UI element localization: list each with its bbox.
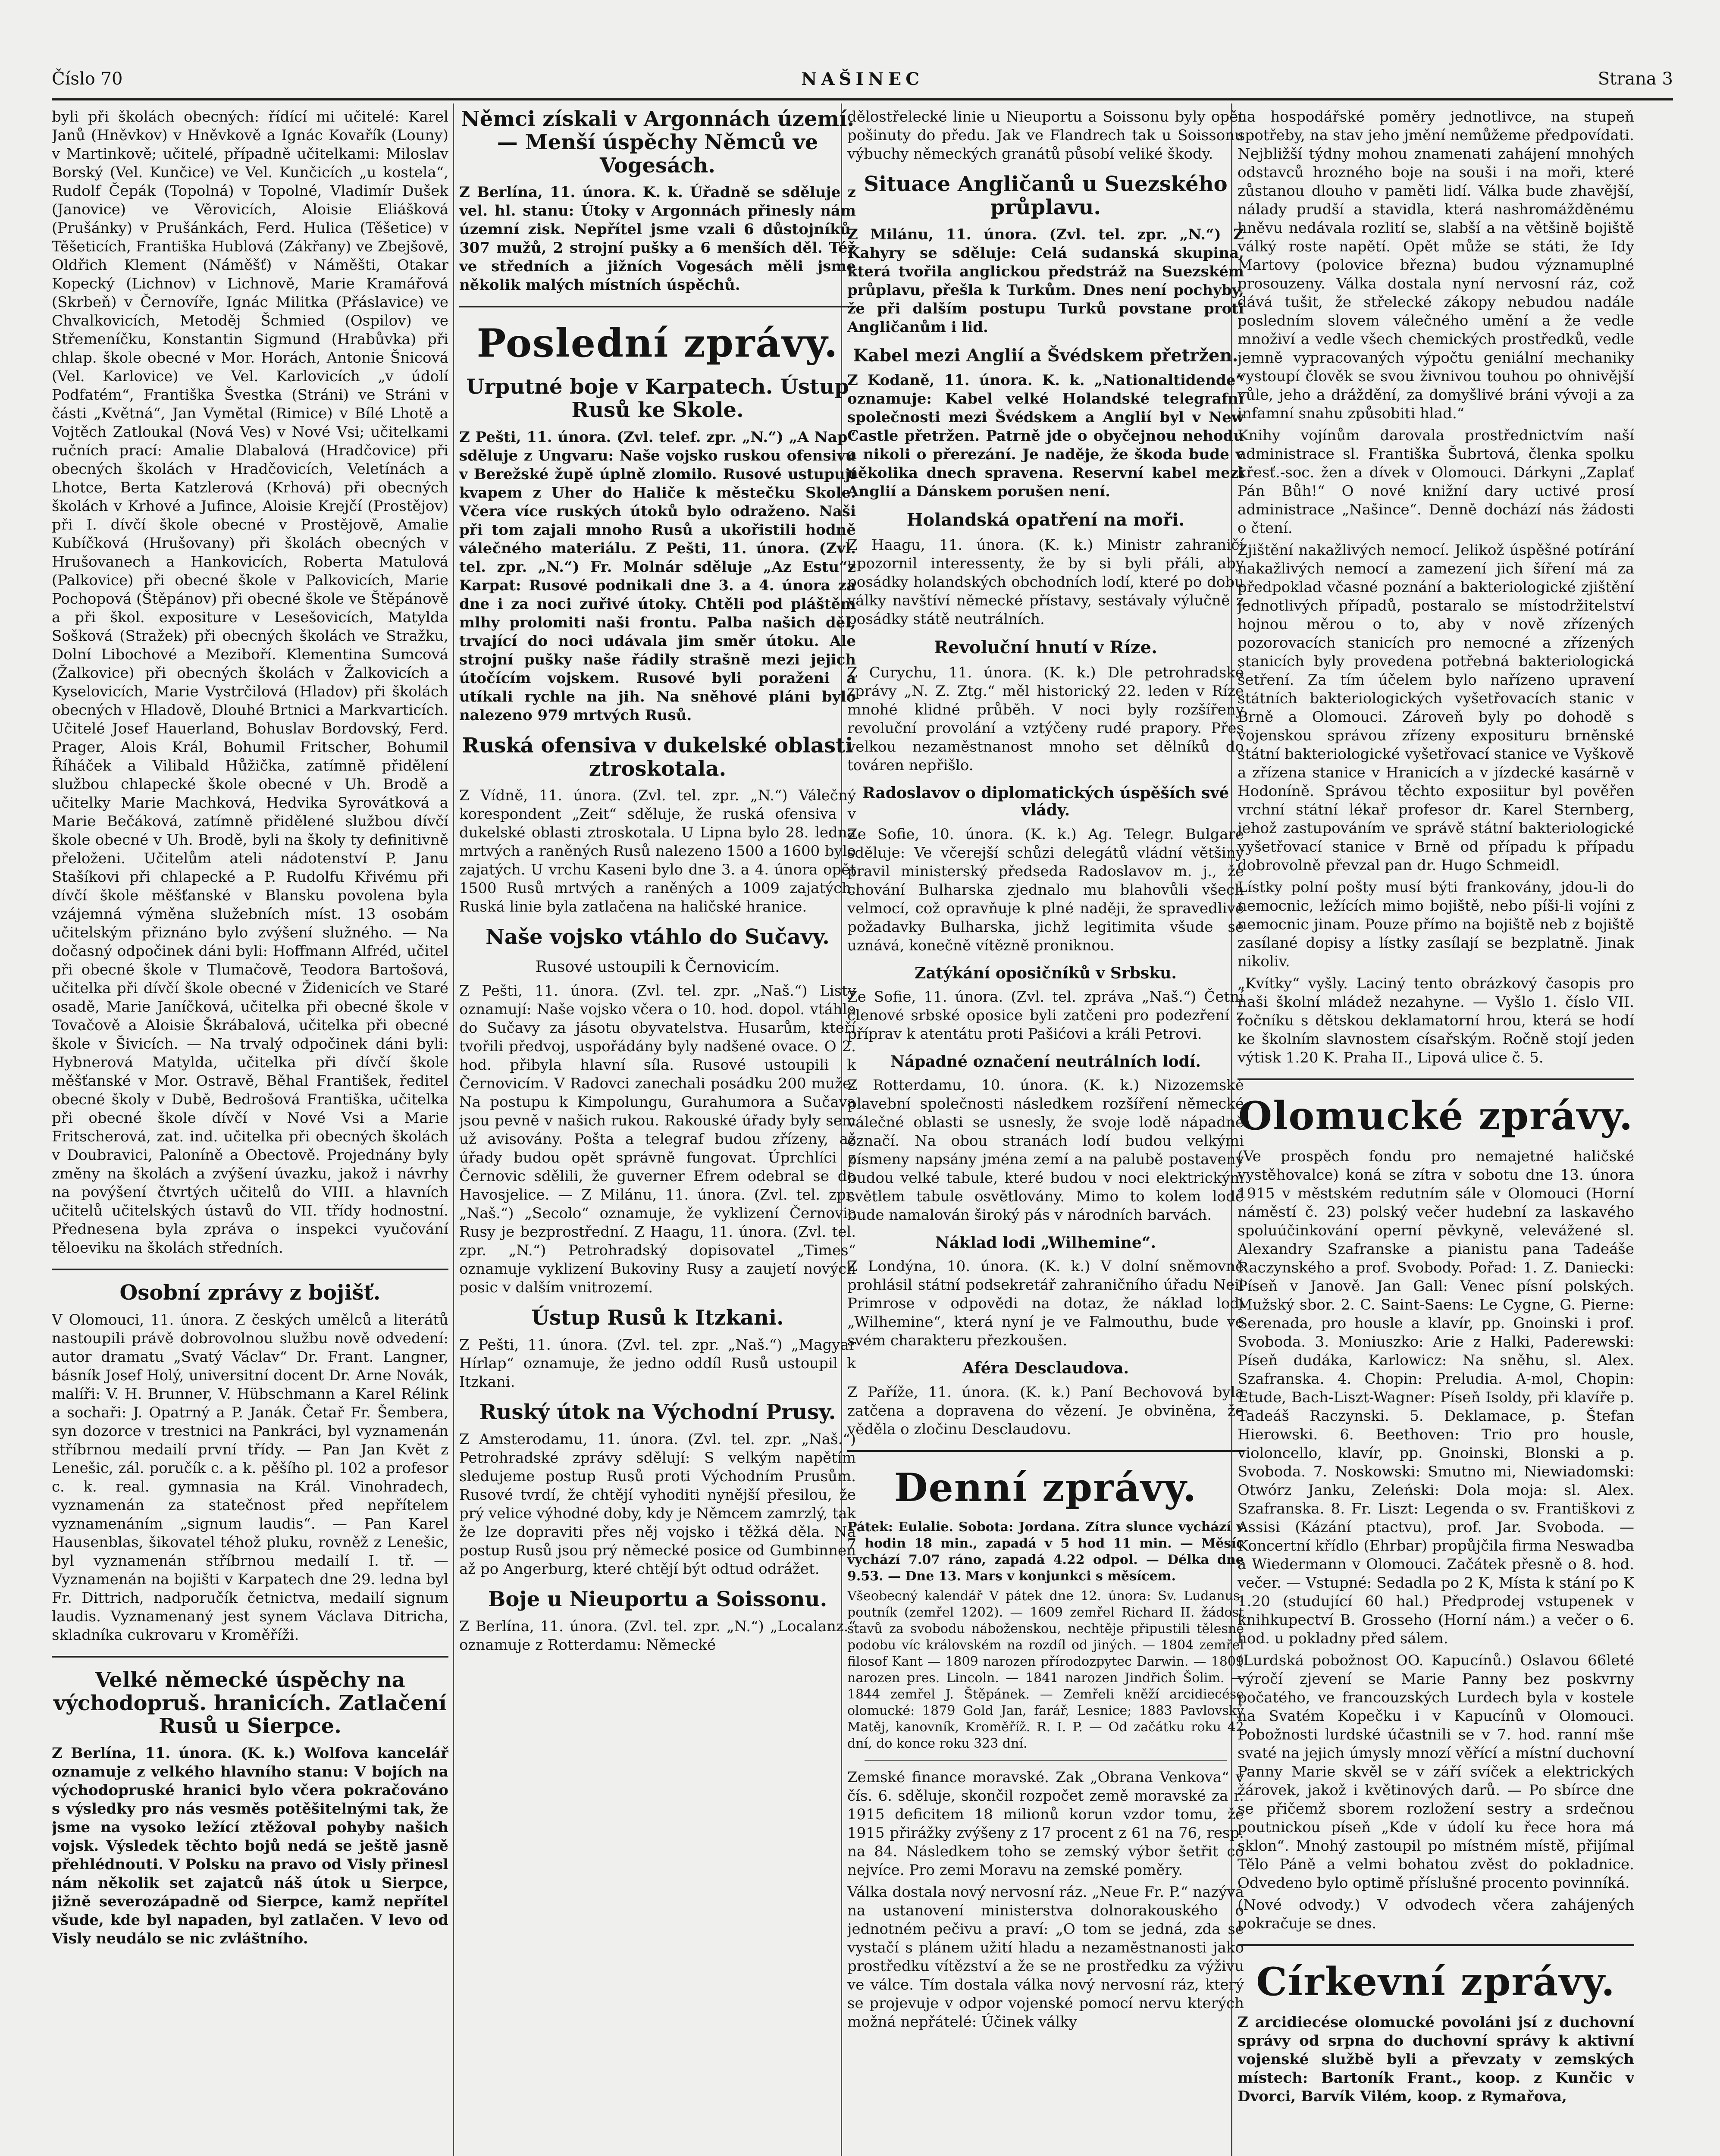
- calendar-text: Pátek: Eulalie. Sobota: Jordana. Zítra slunce vychází v 7 hodin 18 min., zapadá v 5 hod 11 min. — Měsíc vychází 7.07 ráno, zapadá 4.22 odpol. — Délka dne 9.53. — Dne 13. Mars v konjunkci s měsícem.: [847, 1519, 1244, 1584]
- article-text: V Olomouci, 11. února. Z českých umělců a literátů nastoupili právě dobrovolnou službu nově odvedení: autor dramatu „Svatý Václav“ Dr. Frant. Langner, básník Josef Holý, universitní docent Dr. Arne Novák, malíři: V. H. Brunner, V. Hübschmann a Karel Rélink a sochaři: J. Opatrný a P. Janák. Četař Fr. Šembera, syn dozorce v trestnici na Pankráci, byl vyznamenán stříbrnou medailí první třídy. — Pan Jan Květ z Lenešic, zál. poručík c. a k. pěšího pl. 102 a profesor c. k. real. gymnasia na Král. Vinohradech, vyznamenán za statečnost před nepřítelem vyznamenáním „signum laudis“. — Pan Karel Hausenblas, šikovatel téhož pluku, rovněž z Lenešic, byl vyznamenán stříbrnou medailí I. tř. — Vyznamenán na bojišti v Karpatech dne 29. ledna byl Fr. Dittrich, nadporučík četnictva, medailí signum laudis. Vyznamenaný jest synem Václava Ditricha, skladníka cukrovaru v Kroměříži.: [52, 1311, 448, 1644]
- article-headline: Nápadné označení neutrálních lodí.: [890, 1052, 1201, 1071]
- article-text: Ze Sofie, 10. února. (K. k.) Ag. Telegr. Bulgare sděluje: Ve včerejší schůzi delegátů vládní většiny pravil ministerský předseda Radoslavov m. j., že chování Bulharska zjednalo mu blahovůli všech velmocí, což opravňuje k plné naději, že spravedlivé požadavky Bulharska, jichž legitimita všude se uznává, konečně vítězně proniknou.: [847, 825, 1244, 954]
- article-headline: Boje u Nieuportu a Soissonu.: [488, 1587, 827, 1611]
- section-title: Denní zprávy.: [894, 1464, 1197, 1510]
- article-headline: Ruská ofensiva v dukelské oblasti ztroskotala.: [462, 733, 853, 781]
- article-headline: Náklad lodi „Wilhemine“.: [935, 1234, 1156, 1252]
- article-text: Z Berlína, 11. února. (K. k.) Wolfova kancelář oznamuje z velkého hlavního stanu: V bojích na východopruské hranici bylo včera pokračováno s výsledky pro nás vesměs potěšitelnými tak, že jsme na vysoko ležící ztěžoval pohyby našich vojsk. Výsledek těchto bojů nedá se ještě jasně přehlédnouti. V Polsku na pravo od Visly přinesl nám několik set zajatců náš útok u Sierpce, jižně severozápadně od Sierpce, kamž nepřítel všude, kde byl napaden, byl zatlačen. V levo od Visly neudálo se nic zvláštního.: [52, 1745, 448, 1947]
- article-text: Lístky polní pošty musí býti frankovány, jdou-li do nemocnic, ležících mimo bojiště, nebo píši-li vojíni z nemocnic jinam. Pouze přímo na bojiště neb z bojiště zasílané dopisy a lístky zasílají se bezplatně. Jinak nikoliv.: [1238, 879, 1634, 970]
- page-label: Strana 3: [1598, 69, 1673, 89]
- article-text: Zjištění nakažlivých nemocí. Jelikož úspěšné potírání nakažlivých nemocí a zamezení jich šíření má za předpoklad včasné poznání a bakteriologické zjištění jednotlivých případů, postaralo se místodržitelství hojnou měrou o to, aby v nově zřízených pozorovacích stanicích pro nemocné a zřízených stanicích byly provedena potřebná bakteriologická šetření. Za tím účelem bylo nařízeno upravení státních bakteriologických vyšetřovacích stanic v Brně a Olomouci. Zároveň byly po dohodě s vojenskou správou zřízeny exposituru brněnské státní bakteriologické vyšetřovací stanice ve Vyškově a zřízena stanice v Hranicích a v jízdecké kasárně v Hodoníně. Správou těchto exposiitur byl pověřen vrchní státní lékař profesor dr. Karel Sternberg, jehož zastupováním ve správě státní bakteriologické vyšetřovací stanice v Brně od případu k případu dobrovolně převzal pan dr. Hugo Schmeidl.: [1238, 542, 1634, 874]
- article-headline: Situace Angličanů u Suezského průplavu.: [864, 172, 1228, 219]
- header-rule: [52, 98, 1673, 100]
- section-title: Církevní zprávy.: [1256, 1959, 1616, 2005]
- article-headline: Ústup Rusů k Itzkani.: [531, 1306, 784, 1330]
- article-text: Z Londýna, 10. února. (K. k.) V dolní sněmovně prohlásil státní podsekretář zahraničního úřadu Neil Primrose v odpovědi na dotaz, že náklad lodi „Wilhemine“, která nyní je ve Falmouthu, bude ve svém charakteru přezkoušen.: [847, 1258, 1244, 1350]
- article-text: Z Berlína, 11. února. K. k. Úřadně se sděluje z vel. hl. stanu: Útoky v Argonnách přinesly nám územní zisk. Nepřítel jsme vzali 6 důstojníků, 307 mužů, 2 strojní pušky a 6 menších děl. Též ve středních a jižních Vogesách měli jsme několik malých místních úspěchů.: [459, 184, 856, 294]
- article-text: Z Rotterdamu, 10. února. (K. k.) Nizozemské plavební společnosti následkem rozšíření německé válečné oblasti se usnesly, že svoje lodě nápadně označí. Na obou stranách lodí budou velkými písmeny napsány jména zemí a na palubě postaveny budou velké tabule, které budou v noci elektrickým světlem tabule osvětlovány. Mimo to kolem lodě bude namalován široký pás v národních barvách.: [847, 1077, 1244, 1224]
- article-text: Zemské finance moravské. Zak „Obrana Venkova“ v čís. 6. sděluje, skončil rozpočet země moravské za r. 1915 deficitem 18 milionů korun vzdor tomu, že 1915 přirážky zvýšeny z 17 procent z 61 na 76, resp. na 84. Následkem toho se zemský výbor šetřit co nejvíce. Pro zemi Moravu na zemské poměry.: [847, 1768, 1244, 1879]
- article-text: Ze Sofie, 11. února. (Zvl. tel. zpráva „Naš.“) Četní členové srbské oposice byli zatčeni pro podezření z příprav k atentátu proti Pašićovi a králi Petrovi.: [847, 988, 1244, 1043]
- article-headline: Němci získali v Argonnách území. — Menší úspěchy Němců ve Vogesách.: [461, 108, 855, 178]
- article-text: Válka dostala nový nervosní ráz. „Neue Fr. P.“ nazývá na ustanovení ministerstva dolnorakouského o jednotném pečivu a praví: „O tom se jedná, zda se vystačí s plánem užití hladu a nezaměstnanosti jako prostředku vítězství a že se ne prostředku za výživu ve válce. Tím dostala válka nový nervosní ráz, který se projevuje v odpor vojenské pomocí nervu kterých možná nepřátelé: Účinek války: [847, 1883, 1244, 2031]
- calendar-text: Všeobecný kalendář V pátek dne 12. února: Sv. Ludanus, poutník (zemřel 1202). — 1609 zemřel Richard II. žádost stavů za svobodu náboženskou, nechtěje připustili tělesné podobu víc královském na rozdíl od jiných. — 1804 zemřel filosof Kant — 1809 narozen přírodozpytec Darwin. — 1809 narozen pres. Lincoln. — 1841 narozen Jindřich Šolim. — 1844 zemřel J. Štěpánek. — Zemřeli kněží arcidiecése olomucké: 1879 Gold Jan, farář, Lesnice; 1883 Pavlovský Matěj, kanovník, Kroměříž. R. I. P. — Od začátku roku 42 dní, do konce roku 323 dní.: [847, 1588, 1244, 1751]
- page-number: Číslo 70: [52, 69, 123, 89]
- column-2: [459, 108, 856, 2156]
- section-title: Olomucké zprávy.: [1238, 1093, 1634, 1139]
- article-headline: Naše vojsko vtáhlo do Sučavy.: [486, 925, 830, 950]
- article-text: Z Berlína, 11. února. (Zvl. tel. zpr. „N.“) „Localanz.“ oznamuje z Rotterdamu: Německé: [459, 1617, 856, 1654]
- article-text: Z Pešti, 11. února. (Zvl. tel. zpr. „Naš.“) „Magyar Hírlap“ oznamuje, že jedno oddíl Rusů ustoupil k Itzkani.: [459, 1336, 856, 1391]
- section-title: Poslední zprávy.: [476, 320, 839, 367]
- article-headline: Osobní zprávy z bojišť.: [119, 1281, 381, 1305]
- article-text: Z Pešti, 11. února. (Zvl. telef. zpr. „N.“) „A Nap“ sděluje z Ungvaru: Naše vojsko ruskou ofensivu v Berežské župě úplně zlomilo. Rusové ustupují kvapem z Uher do Haliče k městečku Skole. Včera více ruských útoků bylo odraženo. Naši při tom zajali mnoho Rusů a ukořistili hodně válečného materiálu. Z Pešti, 11. února. (Zvl. tel. zpr. „N.“) Fr. Molnár sděluje „Az Estu“z Karpat: Rusové podnikali dne 3. a 4. února za dne i za noci zuřivé útoky. Chtěli pod pláštěm mlhy prolomiti naši frontu. Palba našich děl, trvající do noci udávala jim směr útoku. Ale strojní pušky naše řádily strašně mezi jejich útočícím vojskem. Rusové byli poraženi a utíkali rychle na jih. Na sněhové pláni bylo nalezeno 979 mrtvých Rusů.: [459, 428, 856, 724]
- article-text: Z Haagu, 11. února. (K. k.) Ministr zahraničí upozornil interessenty, že by si byli přáli, aby posádky holandských obchodních lodí, které po dobu války navštíví německé přístavy, sestávaly výlučně z posádky státě neutrálních.: [847, 536, 1244, 628]
- section-divider: [847, 1450, 1244, 1452]
- article-headline: Zatýkání oposičníků v Srbsku.: [915, 964, 1177, 982]
- article-text: Z Milánu, 11. února. (Zvl. tel. zpr. „N.“) Z Kahyry se sděluje: Celá sudanská skupina, která tvořila anglickou předstráž na Suezském průplavu, přešla k Turkům. Dnes není pochyby, že při dalším postupu Turků povstane proti Angličanům i lid.: [847, 226, 1244, 336]
- article-headline: Kabel mezi Anglií a Švédskem přetržen.: [853, 345, 1238, 366]
- section-divider: [1238, 1078, 1634, 1080]
- article-headline: Aféra Desclaudova.: [962, 1359, 1129, 1378]
- article-text: (Nové odvody.) V odvodech včera zahájených pokračuje se dnes.: [1238, 1896, 1634, 1932]
- article-headline: Holandská opatření na moři.: [906, 510, 1185, 530]
- section-divider: [865, 1760, 1227, 1761]
- article-headline: Urputné boje v Karpatech. Ústup Rusů ke Skole.: [466, 375, 849, 422]
- article-headline: Ruský útok na Východní Prusy.: [479, 1400, 836, 1425]
- article-text: Z Kodaně, 11. února. K. k. „Nationaltidende“ oznamuje: Kabel velké Holandské telegrafní společnosti mezi Švédskem a Anglií byl v New Castle přetržen. Patrně jde o obyčejnou nehodu a nikoli o přerezání. Je naděje, že škoda bude v několika dnech spravena. Reservní kabel mezi Anglií a Dánskem porušen není.: [847, 372, 1244, 501]
- article-text: (Lurdská pobožnost OO. Kapucínů.) Oslavou 66leté výročí zjevení se Marie Panny bez poskvrny počatého, ve francouzských Lurdech byla v kostele na Svatém Kopečku i v Kapucínů v Olomouci. Pobožnosti lurdské účastnili se v 7. hod. ranní mše svaté na jejich úmysly mnozí věřící a místní duchovní Panny Marie skvěl se v září svíček a elektrických žárovek, jakož i květinových darů. — Po sbírce dne se přičemž sborem rozložení sestry a srdečnou poutnickou píseň „Kde v údolí ku řece hora má sklon“. Mnohý zastoupil po místném místě, přijímal Tělo Páně a velmi bohatou zvěst do pokladnice. Odvedeno bylo optimě příslušné procento povinníká.: [1238, 1652, 1634, 1892]
- article-text: na hospodářské poměry jednotlivce, na stupeň spotřeby, na stav jeho jmění nemůžeme předpovídati. Nejbližší týdny mohou znamenati zahájení mnohých odstavců hrozného boje na souši i na moři, které zůstanou dlouho v paměti lidí. Válka bude zhavější, nálady prudší a stavidla, která nashromážděnému hněvu nedávala rozlití se, slabší a na většině bojiště válký roste napětí. Opět může se státi, že Idy Martovy (polovice března) budou významuplné prosouzeny. Válka dostala nyní nervosní ráz, což dává tušit, že střelecké zákopy nebudou nadále posledním slovem válečného umění a že vedle množiví a vedle všech chemických prostředků, vedle jemně vypracovaných výpočtu geniální mechaniky vystoupí člověk se svou živnivou touhou po ohnivější vůle, jeho a dráždění, za domyšlivé bráni vývoji a za infamní snahu způsobiti hlad.“: [1238, 108, 1634, 422]
- column-4: [1238, 108, 1634, 2156]
- article-text: „Kvítky“ vyšly. Laciný tento obrázkový časopis pro naši školní mládež nezahyne. — Vyšlo 1. číslo VII. ročníku s dětskou deklamatorní hrou, která se hodí ke školním slavnostem císařským. Ročně stojí jeden výtisk 1.20 K. Praha II., Lipová ulice č. 5.: [1238, 975, 1634, 1066]
- article-headline: Velké německé úspěchy na východopruš. hranicích. Zatlačení Rusů u Sierpce.: [53, 1667, 447, 1739]
- article-text: Z arcidiecése olomucké povoláni jsí z duchovní správy od srpna do duchovní správy k aktivní vojenské službě byli a převzaty v zemských místech: Bartoník Frant., koop. z Kunčic v Dvorci, Barvík Vilém, koop. z Rymařova,: [1238, 2014, 1634, 2105]
- column-3: [847, 108, 1244, 2156]
- article-text: Knihy vojínům darovala prostřednictvím naší administrace sl. Františka Šubrtová, členka spolku křesť.-soc. žen a dívek v Olomouci. Dárkyni „Zaplať Pán Bůh!“ O nové knižní dary uctivé prosí administrace „Našince“. Denně dochází nás žádosti o čtení.: [1238, 427, 1634, 537]
- section-divider: [1238, 1944, 1634, 1946]
- article-text: (Ve prospěch fondu pro nemajetné haličské vystěhovalce) koná se zítra v sobotu dne 13. února 1915 v městském redutním sále v Olomouci (Horní náměstí č. 23) polský večer hudební za laskavého spoluúčinkování operní pěvkyně, velevážené sl. Alexandry Szafranske a pianistu pana Tadeáše Raczynského a prof. Svobody. Pořad: 1. Z. Daniecki: Píseň v Janově. Jan Gall: Venec písní polských. Mužský sbor. 2. C. Saint-Saens: Le Cygne, G. Pierne: Serenada, pro housle a klavír, pp. Gnoinski i prof. Svoboda. 3. Moniuszko: Arie z Halki, Paderewski: Píseň dudáka, Karlowicz: Na sněhu, sl. Alex. Szafranska. 4. Chopin: Preludia. A-mol, Chopin: Etude, Bach-Liszt-Wagner: Píseň Isoldy, při klavíře p. Tadeáš Raczynski. 5. Deklamace, p. Štefan Hierowski. 6. Beethoven: Trio pro housle, violoncello, klavír, pp. Gnoinski, Blonski a p. Svoboda. 7. Noskowski: Smutno mi, Niewiadomski: Otwórz Janku, Zeleński: Dola moja: sl. Alex. Szafranska. 8. Fr. Liszt: Legenda o sv. Františkovi z Assisi (Kázání ptactvu), prof. Jar. Svoboda. — Koncertní křídlo (Ehrbar) propůjčila firma Neswadba a Wiedermann v Olomouci. Začátek přesně o 8. hod. večer. — Vstupné: Sedadla po 2 K, Místa k stání po K 1.20 (studující 60 hal.) Předprodej vstupenek v knihkupectví B. Grosseho (Horní nám.) a večer o 6. hod. u pokladny před sálem.: [1238, 1148, 1634, 1647]
- article-headline: Radoslavov o diplomatických úspěších své vlády.: [862, 783, 1229, 820]
- section-divider: [52, 1656, 448, 1658]
- article-text: Z Amsterodamu, 11. února. (Zvl. tel. zpr. „Naš.“) Petrohradské zprávy sdělují: S velkým napětím sledujeme postup Rusů proti Východním Prusům. Rusové tvrdí, že chtějí vyhoditi nynější přesilou, že prý velice výhodné doby, kdy je Němcem zamrzlý, tak že lze dopraviti přes něj vojsko i těžká děla. Na postup Rusů jsou prý německé posice od Gumbinnen až po Angerburg, které chtějí být odtud odrážet.: [459, 1430, 856, 1578]
- masthead-title: NAŠINEC: [801, 69, 924, 89]
- column-divider: [453, 103, 454, 2156]
- article-text: byli při školách obecných: řídící mi učitelé: Karel Janů (Hněvkov) v Hněvkově a Ignác Kovařík (Louny) v Martinkově; učitelé, případně učitelkami: Miloslav Borský (Vel. Kunčice) ve Vel. Kunčicích „u kostela“, Rudolf Čepák (Topolná) v Topolné, Vladimír Dušek (Janovice) ve Věrovicích, Aloisie Eliášková (Prušánky) v Prušánkách, Ferd. Hulica (Těšetice) v Těšeticích, Františka Hublová (Zákřany) ve Zbejšově, Oldřich Klement (Náměšť) v Náměšti, Otakar Kopecký (Lichnov) v Lichnově, Marie Kramářová (Skrbeň) v Černovíře, Ignác Militka (Přáslavice) ve Chvalkovicích, Metoděj Šchmied (Ospilov) ve Střemeníčku, Konstantin Sigmund (Hrabůvka) při chlap. škole obecné v Mor. Horách, Antonie Šnicová (Vel. Karlovice) ve Vel. Karlovicích „v údolí Podfatém“, Františka Švestka (Stráni) ve Stráni v části „Květná“, Jan Vymětal (Rimice) v Bílé Lhotě a Vojtěch Zatloukal (Nová Ves) v Nové Vsi; učitelkami ručních prací: Amalie Dlabalová (Hradčovice) při obecných školách v Hradčovicích, Veletínách a Lhotce, Berta Katzlerová (Krhová) při obecných školách v Krhové a Jufince, Aloisie Krejčí (Prostějov) při I. dívčí škole obecné v Prostějově, Amalie Kubíčková (Hrušovany) při školách obecných v Hrušovanech a Hankovicích, Roberta Matulová (Palkovice) při obecné škole v Palkovicích, Marie Pochopová (Štěpánov) při obecné škole ve Štěpánově a při škol. expositure v Lesešovicích, Matylda Sošková (Stražek) při obecných školách ve Stražku, Dolní Libochové a Meziboří. Klementina Sumcová (Žalkovice) při obecných školách v Žalkovicích a Kyselovicích, Marie Vystrčilová (Hladov) při školách obecných v Hladově, Dlouhé Brtnici a Markvarticích. Učitelé Josef Hauerland, Bohuslav Bordovský, Ferd. Prager, Alois Král, Bohumil Fritscher, Bohumil Říháček a Vilibald Hůžička, zatímně přidělení službou chlapecké škole obecné v Uh. Brodě a učitelky Marie Machková, Hedvika Syrovátková a Marie Bečáková, zatímně přidělené službou dívčí škole obecné v Uh. Brodě, byli na školy ty definitivně přeloženi. Učitelům ateli nádotenství P. Janu Stašíkovi při chlapecké a P. Rudolfu Křivému při dívčí škole měšťanské v Blansku povolena byla vzájemná výměna služebních míst. 13 osobám učitelským přiznáno bylo zvýšení služného. — Na dočasný odpočinek dáni byli: Hoffmann Alfréd, učitel při obecné škole v Tlumačově, Teodora Bartošová, učitelka při dívčí škole obecné v Židenicích ve Staré osadě, Marie Janíčková, učitelka při obecné škole v Tovačově a Aloisie Škrábalová, učitelka při obecné škole v Šivicích. — Na trvalý odpočinek dáni byli: Hybnerová Matylda, učitelka při dívčí škole měšťanské v Mor. Ostravě, Běhal František, ředitel obecné školy v Dubě, Bedrošová Františka, učitelka při obecné škole dívčí v Nové Vsi a Marie Fritscherová, zat. ind. učitelka při obecných školách v Doubravici, Paloníně a Obectově. Projednány byly změny na školách a zvýšení úvazku, jakož i návrhy na povýšení čtvrtých učitelů do VIII. a hlavních učitelů učitelských ústavů do VII. třídy hodnostní. Přednesena byla zpráva o inspekci vyučování těloeviku na školách středních.: [52, 108, 448, 1257]
- article-text: Z Pešti, 11. února. (Zvl. tel. zpr. „Naš.“) Listy oznamují: Naše vojsko včera o 10. hod. dopol. vtáhlo do Sučavy za jásotu obyvatelstva. Husarům, kteří tvořili předvoj, uspořádány byly nadšené ovace. O 2. hod. přibyla hlavní síla. Rusové ustoupili k Černovicím. V Radovci zanechali posádku 200 muže. Na postupu k Kimpolungu, Gurahumora a Sučava jsou pevně v našich rukou. Rakouské úřady byly sem už avisovány. Pošta a telegraf budou zřízeny, až úřady budou opět správně fungovat. Úprchlíci z Černovic sdělili, že guverner Efrem odebral se do Havosjelice. — Z Milánu, 11. února. (Zvl. tel. zpr. „Naš.“) „Secolo“ oznamuje, že vyklizení Černovic Rusy je bezprostřední. Z Haagu, 11. února. (Zvl. tel. zpr. „N.“) Petrohradský dopisovatel „Times“ oznamuje vyklizení Bukoviny Rusy a zaujetí nových posic v dalším vnitrozemí.: [459, 982, 856, 1297]
- article-text: Z Paříže, 11. února. (K. k.) Paní Bechovová byla zatčena a dopravena do vězení. Je obviněna, že věděla o zločinu Desclaudovu.: [847, 1383, 1244, 1438]
- page-header: [52, 69, 1673, 95]
- article-text: dělostřelecké linie u Nieuportu a Soissonu byly opět pošinuty do předu. Jak ve Flandrech tak u Soissonu výbuchy německých granátů působí veliké škody.: [847, 108, 1244, 163]
- section-divider: [459, 306, 856, 307]
- section-divider: [52, 1269, 448, 1270]
- article-subheadline: Rusové ustoupili k Černovicím.: [535, 958, 780, 976]
- article-headline: Revoluční hnutí v Ríze.: [934, 637, 1157, 658]
- column-1: [52, 108, 448, 2156]
- article-text: Z Curychu, 11. února. (K. k.) Dle petrohradské zprávy „N. Z. Ztg.“ měl historický 22. leden v Ríze mnohé klidné průběh. V noci byly rozšířeny revoluční provolání a vztýčeny rudé prapory. Přes velkou nezaměstnanost mnoho set dělníků do továren nepřišlo.: [847, 664, 1244, 774]
- article-text: Z Vídně, 11. února. (Zvl. tel. zpr. „N.“) Válečný korespondent „Zeit“ sděluje, že ruská ofensiva v dukelské oblasti ztroskotala. U Lipna bylo 28. ledna mrtvých a raněných Rusů nalezeno 1500 a 1600 bylo zajatých. U vrchu Kaseni bylo dne 3. a 4. února opět 1500 Rusů mrtvých a raněných a 1009 zajatých. Ruská linie byla zatlačena na haličské hranice.: [459, 787, 856, 916]
